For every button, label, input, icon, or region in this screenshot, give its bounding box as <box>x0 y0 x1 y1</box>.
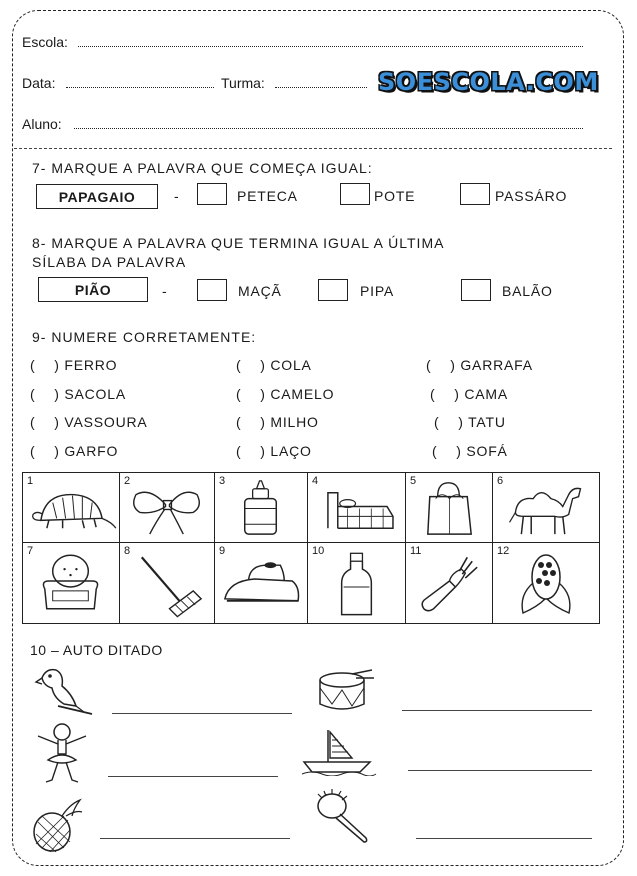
data-label: Data: <box>22 75 56 91</box>
q8-dash: - <box>162 283 168 299</box>
armadillo-icon <box>23 473 119 542</box>
armchair-icon <box>23 543 119 623</box>
q9-item-cama[interactable]: ( ) CAMA <box>430 386 509 402</box>
grid-cell <box>215 543 308 623</box>
escola-field[interactable] <box>78 46 583 47</box>
q9-item-camelo[interactable]: ( ) CAMELO <box>236 386 335 402</box>
grid-number: 11 <box>410 545 422 557</box>
grid-number: 6 <box>497 475 504 487</box>
grid-number: 5 <box>410 475 417 487</box>
aluno-label: Aluno: <box>22 116 62 132</box>
q7-key-word: PAPAGAIO <box>36 184 158 209</box>
answer-line-boat[interactable] <box>408 770 592 771</box>
drum-icon <box>312 668 376 714</box>
q9-item-vassoura[interactable]: ( ) VASSOURA <box>30 414 148 430</box>
ballerina-icon <box>28 720 92 786</box>
q7-option-peteca: PETECA <box>237 188 298 204</box>
bag-icon <box>406 473 492 542</box>
q8-checkbox-maca[interactable] <box>197 279 227 301</box>
boat-icon <box>298 726 380 776</box>
corn-icon <box>493 543 599 623</box>
q7-option-passaro: PASSÁRO <box>495 188 568 204</box>
comb-icon <box>312 788 374 844</box>
grid-number: 2 <box>124 475 131 487</box>
fork-icon <box>406 543 492 623</box>
grid-cell <box>308 543 406 623</box>
grid-number: 12 <box>497 545 510 557</box>
q8-checkbox-pipa[interactable] <box>318 279 348 301</box>
grid-number: 1 <box>27 475 34 487</box>
q8-option-maca: MAÇÃ <box>238 283 282 299</box>
turma-label: Turma: <box>221 75 265 91</box>
q7-checkbox-peteca[interactable] <box>197 183 227 205</box>
bow-icon <box>120 473 214 542</box>
q8-key-word: PIÃO <box>38 277 148 302</box>
broom-icon <box>120 543 214 623</box>
q7-checkbox-passaro[interactable] <box>460 183 490 205</box>
grid-cell <box>406 473 493 543</box>
grid-cell <box>215 473 308 543</box>
turma-field[interactable] <box>275 87 367 88</box>
answer-line-pineapple[interactable] <box>100 838 290 839</box>
q8-option-pipa: PIPA <box>360 283 395 299</box>
q9-item-milho[interactable]: ( ) MILHO <box>236 414 319 430</box>
q10-title: 10 – AUTO DITADO <box>30 642 163 658</box>
q8-option-balao: BALÃO <box>502 283 553 299</box>
q9-item-laco[interactable]: ( ) LAÇO <box>236 443 312 459</box>
aluno-field[interactable] <box>74 128 583 129</box>
grid-cell <box>120 473 215 543</box>
grid-number: 10 <box>312 545 325 557</box>
data-field[interactable] <box>66 87 214 88</box>
q8-checkbox-balao[interactable] <box>461 279 491 301</box>
q9-item-cola[interactable]: ( ) COLA <box>236 357 312 373</box>
q9-item-sacola[interactable]: ( ) SACOLA <box>30 386 126 402</box>
bottle-icon <box>308 543 405 623</box>
grid-number: 9 <box>219 545 226 557</box>
q7-title: 7- MARQUE A PALAVRA QUE COMEÇA IGUAL: <box>32 160 373 176</box>
q9-item-sofa[interactable]: ( ) SOFÁ <box>432 443 508 459</box>
answer-line-comb[interactable] <box>416 838 592 839</box>
answer-line-drum[interactable] <box>402 710 592 711</box>
grid-number: 7 <box>27 545 34 557</box>
q7-option-pote: POTE <box>374 188 416 204</box>
grid-cell <box>23 543 120 623</box>
grid-number: 4 <box>312 475 319 487</box>
q8-title-line2: SÍLABA DA PALAVRA <box>32 254 187 270</box>
answer-line-ballerina[interactable] <box>108 776 278 777</box>
glue-bottle-icon <box>215 473 307 542</box>
q7-dash: - <box>174 188 180 204</box>
q9-item-garrafa[interactable]: ( ) GARRAFA <box>426 357 533 373</box>
iron-icon <box>215 543 307 623</box>
grid-cell <box>120 543 215 623</box>
q9-title: 9- NUMERE CORRETAMENTE: <box>32 329 257 345</box>
q8-title-line1: 8- MARQUE A PALAVRA QUE TERMINA IGUAL A ÚLTIMA <box>32 235 445 251</box>
q9-item-ferro[interactable]: ( ) FERRO <box>30 357 118 373</box>
grid-cell <box>493 543 599 623</box>
grid-number: 8 <box>124 545 131 557</box>
q7-checkbox-pote[interactable] <box>340 183 370 205</box>
q9-item-tatu[interactable]: ( ) TATU <box>434 414 506 430</box>
camel-icon <box>493 473 599 542</box>
grid-cell <box>23 473 120 543</box>
grid-cell <box>308 473 406 543</box>
pineapple-icon <box>28 794 84 854</box>
grid-cell <box>406 543 493 623</box>
answer-line-parrot[interactable] <box>112 713 292 714</box>
divider <box>14 148 612 149</box>
parrot-icon <box>32 664 98 716</box>
picture-grid <box>22 472 600 624</box>
grid-number: 3 <box>219 475 226 487</box>
q9-item-garfo[interactable]: ( ) GARFO <box>30 443 119 459</box>
site-logo: SOESCOLA.COM <box>378 68 599 96</box>
escola-label: Escola: <box>22 34 68 50</box>
bed-icon <box>308 473 405 542</box>
grid-cell <box>493 473 599 543</box>
